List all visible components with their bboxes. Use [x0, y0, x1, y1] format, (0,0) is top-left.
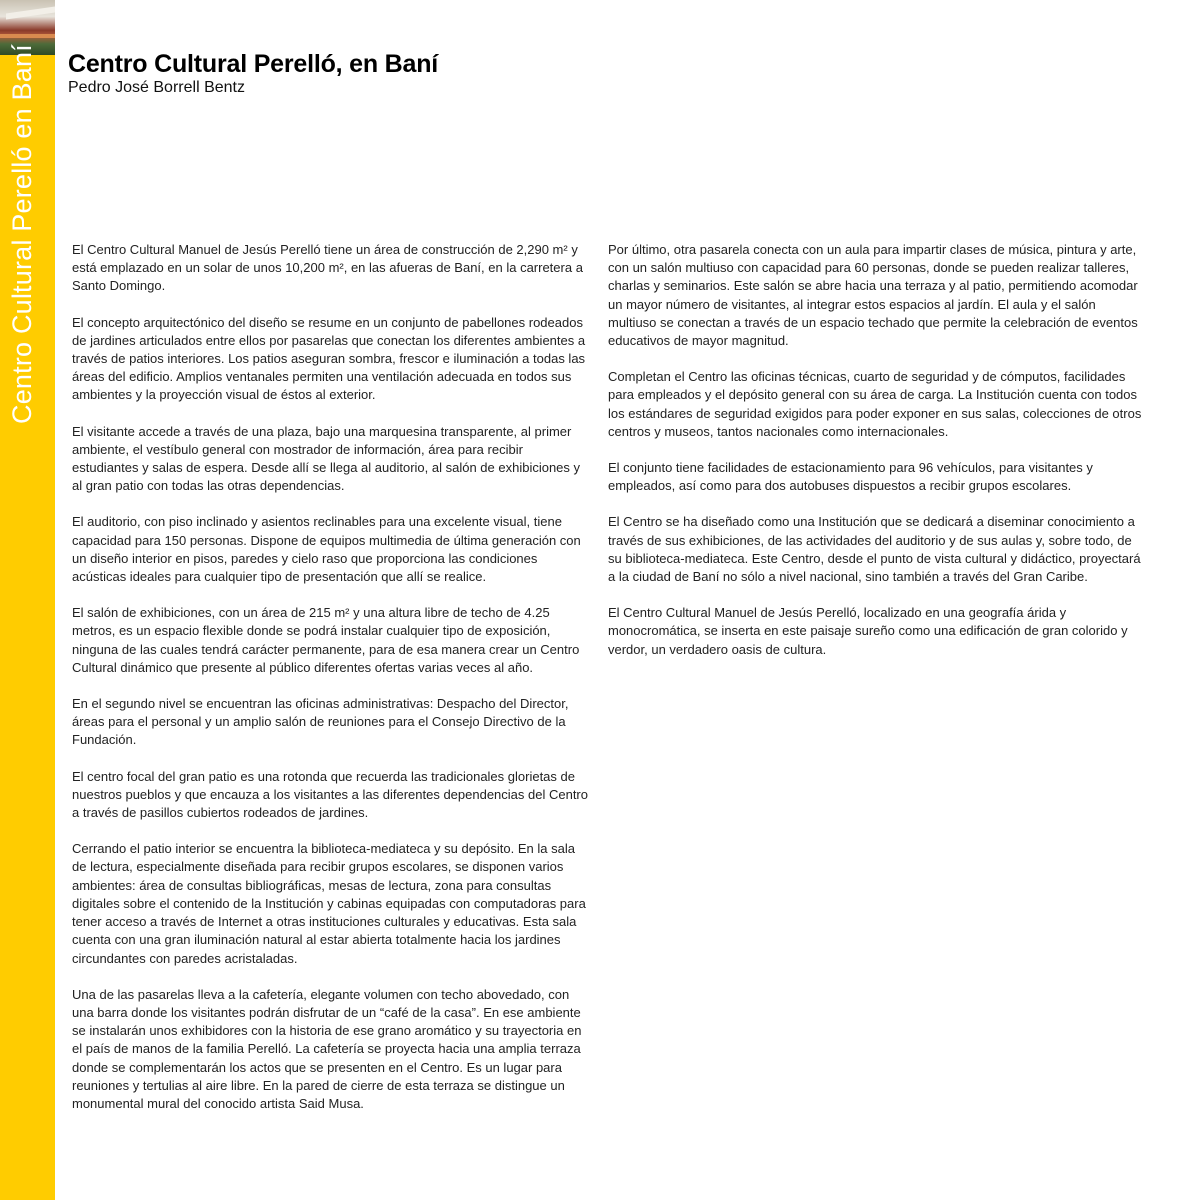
paragraph: El Centro se ha diseñado como una Institución que se dedicará a diseminar conocimiento a través de sus exhibiciones, de las actividades del auditorio y de sus aulas y, sobre todo, de su biblioteca-mediateca. Este Centro, desde el punto de vista cultural y didáctico, proyectará a la ciudad de Baní no sólo a nivel nacional, sino también a través del Gran Caribe. — [608, 514, 1141, 585]
paragraph: El auditorio, con piso inclinado y asientos reclinables para una excelente visual, tiene capacidad para 150 personas. Dispone de equipos multimedia de última generación con un diseño interior en pisos, paredes y cielo raso que proporciona las condiciones acústicas ideales para cualquier tipo de presentación que allí se realice. — [72, 514, 581, 585]
paragraph: Completan el Centro las oficinas técnicas, cuarto de seguridad y de cómputos, facilidades para empleados y el depósito general con su área de carga. La Institución cuenta con todos los estándares de seguridad exigidos para poder exponer en sus salas, colecciones de otros centros y museos, tantos nacionales como internacionales. — [608, 369, 1142, 439]
right-text-column — [608, 241, 1144, 677]
paragraph: El conjunto tiene facilidades de estacionamiento para 96 vehículos, para visitantes y empleados, así como para dos autobuses dispuestos a recibir grupos escolares. — [608, 460, 1093, 494]
paragraph: Por último, otra pasarela conecta con un aula para impartir clases de música, pintura y arte, con un salón multiuso con capacidad para 60 personas, donde se pueden realizar talleres, charlas y seminarios. Este salón se abre hacia una terraza y al patio, permitiendo acomodar un mayor número de visitantes, al integrar estos espacios al jardín. El aula y el salón multiuso se conectan a través de un espacio techado que permite la celebración de eventos educativos de mayor magnitud. — [608, 242, 1138, 349]
paragraph: El centro focal del gran patio es una rotonda que recuerda las tradicionales glorietas de nuestros pueblos y que encauza a los visitantes a las diferentes dependencias del Centro a través de pasillos cubiertos rodeados de jardines. — [72, 768, 588, 821]
paragraph: En el segundo nivel se encuentran las oficinas administrativas: Despacho del Director, áreas para el personal y un amplio salón de reuniones para el Consejo Directivo de la Fundación. — [72, 696, 569, 748]
page-title: Centro Cultural Perelló, en Baní — [68, 50, 439, 78]
paragraph: El salón de exhibiciones, con un área de 215 m² y una altura libre de techo de 4.25 metros, es un espacio flexible donde se podrá instalar cualquier tipo de exposición, ninguna de las cuales tendrá carácter permanente, para de esa manera crear un Centro Cultural dinámico que presente al público diferentes ofertas varias veces al año. — [72, 605, 580, 675]
paragraph: El Centro Cultural Manuel de Jesús Perelló tiene un área de construcción de 2,290 m² y está emplazado en un solar de unos 10,200 m², en las afueras de Baní, en la carretera a Santo Domingo. — [72, 242, 583, 294]
author-name: Pedro José Borrell Bentz — [68, 79, 245, 96]
paragraph: Una de las pasarelas lleva a la cafetería, elegante volumen con techo abovedado, con una barra donde los visitantes podrán disfrutar de un “café de la casa”. En ese ambiente se instalarán unos exhibidores con la historia de ese grano aromático y su trayectoria en el país de manos de la familia Perelló. La cafetería se proyecta hacia una amplia terraza donde se complementarán los actos que se presenten en el Centro. Es un lugar para reuniones y tertulias al aire libre. En la pared de cierre de esta terraza se distingue un monumental mural del conocido artista Said Musa. — [72, 986, 582, 1111]
paragraph: El concepto arquitectónico del diseño se resume en un conjunto de pabellones rodeados de jardines articulados entre ellos por pasarelas que conectan los diferentes ambientes a través de patios interiores. Los patios aseguran sombra, frescor e iluminación a todas las áreas del edificio. Amplios ventanales permiten una ventilación adecuada en todos sus ambientes y la proyección visual de éstos al exterior. — [72, 314, 586, 403]
sidebar-vertical-title: Centro Cultural Perelló en Baní — [7, 44, 37, 424]
left-text-column — [72, 241, 592, 1131]
paragraph: Cerrando el patio interior se encuentra la biblioteca-mediateca y su depósito. En la sala de lectura, especialmente diseñada para recibir grupos escolares, se disponen varios ambientes: área de consultas bibliográficas, mesas de lectura, zona para consultas digitales sobre el contenido de la Institución y cabinas equipadas con computadoras para tener acceso a través de Internet a otras instituciones culturales y educativas. Esta sala cuenta con una gran iluminación natural al estar abierta totalmente hacia los jardines circundantes con paredes acristaladas. — [72, 841, 586, 966]
paragraph: El Centro Cultural Manuel de Jesús Perelló, localizado en una geografía árida y monocromática, se inserta en este paisaje sureño como una edificación de gran colorido y verdor, un verdadero oasis de cultura. — [608, 605, 1128, 657]
paragraph: El visitante accede a través de una plaza, bajo una marquesina transparente, al primer ambiente, el vestíbulo general con mostrador de información, área para recibir estudiantes y salas de espera. Desde allí se llega al auditorio, al salón de exhibiciones y al gran patio con todas las otras dependencias. — [72, 423, 581, 494]
sidebar-band — [0, 0, 55, 1200]
